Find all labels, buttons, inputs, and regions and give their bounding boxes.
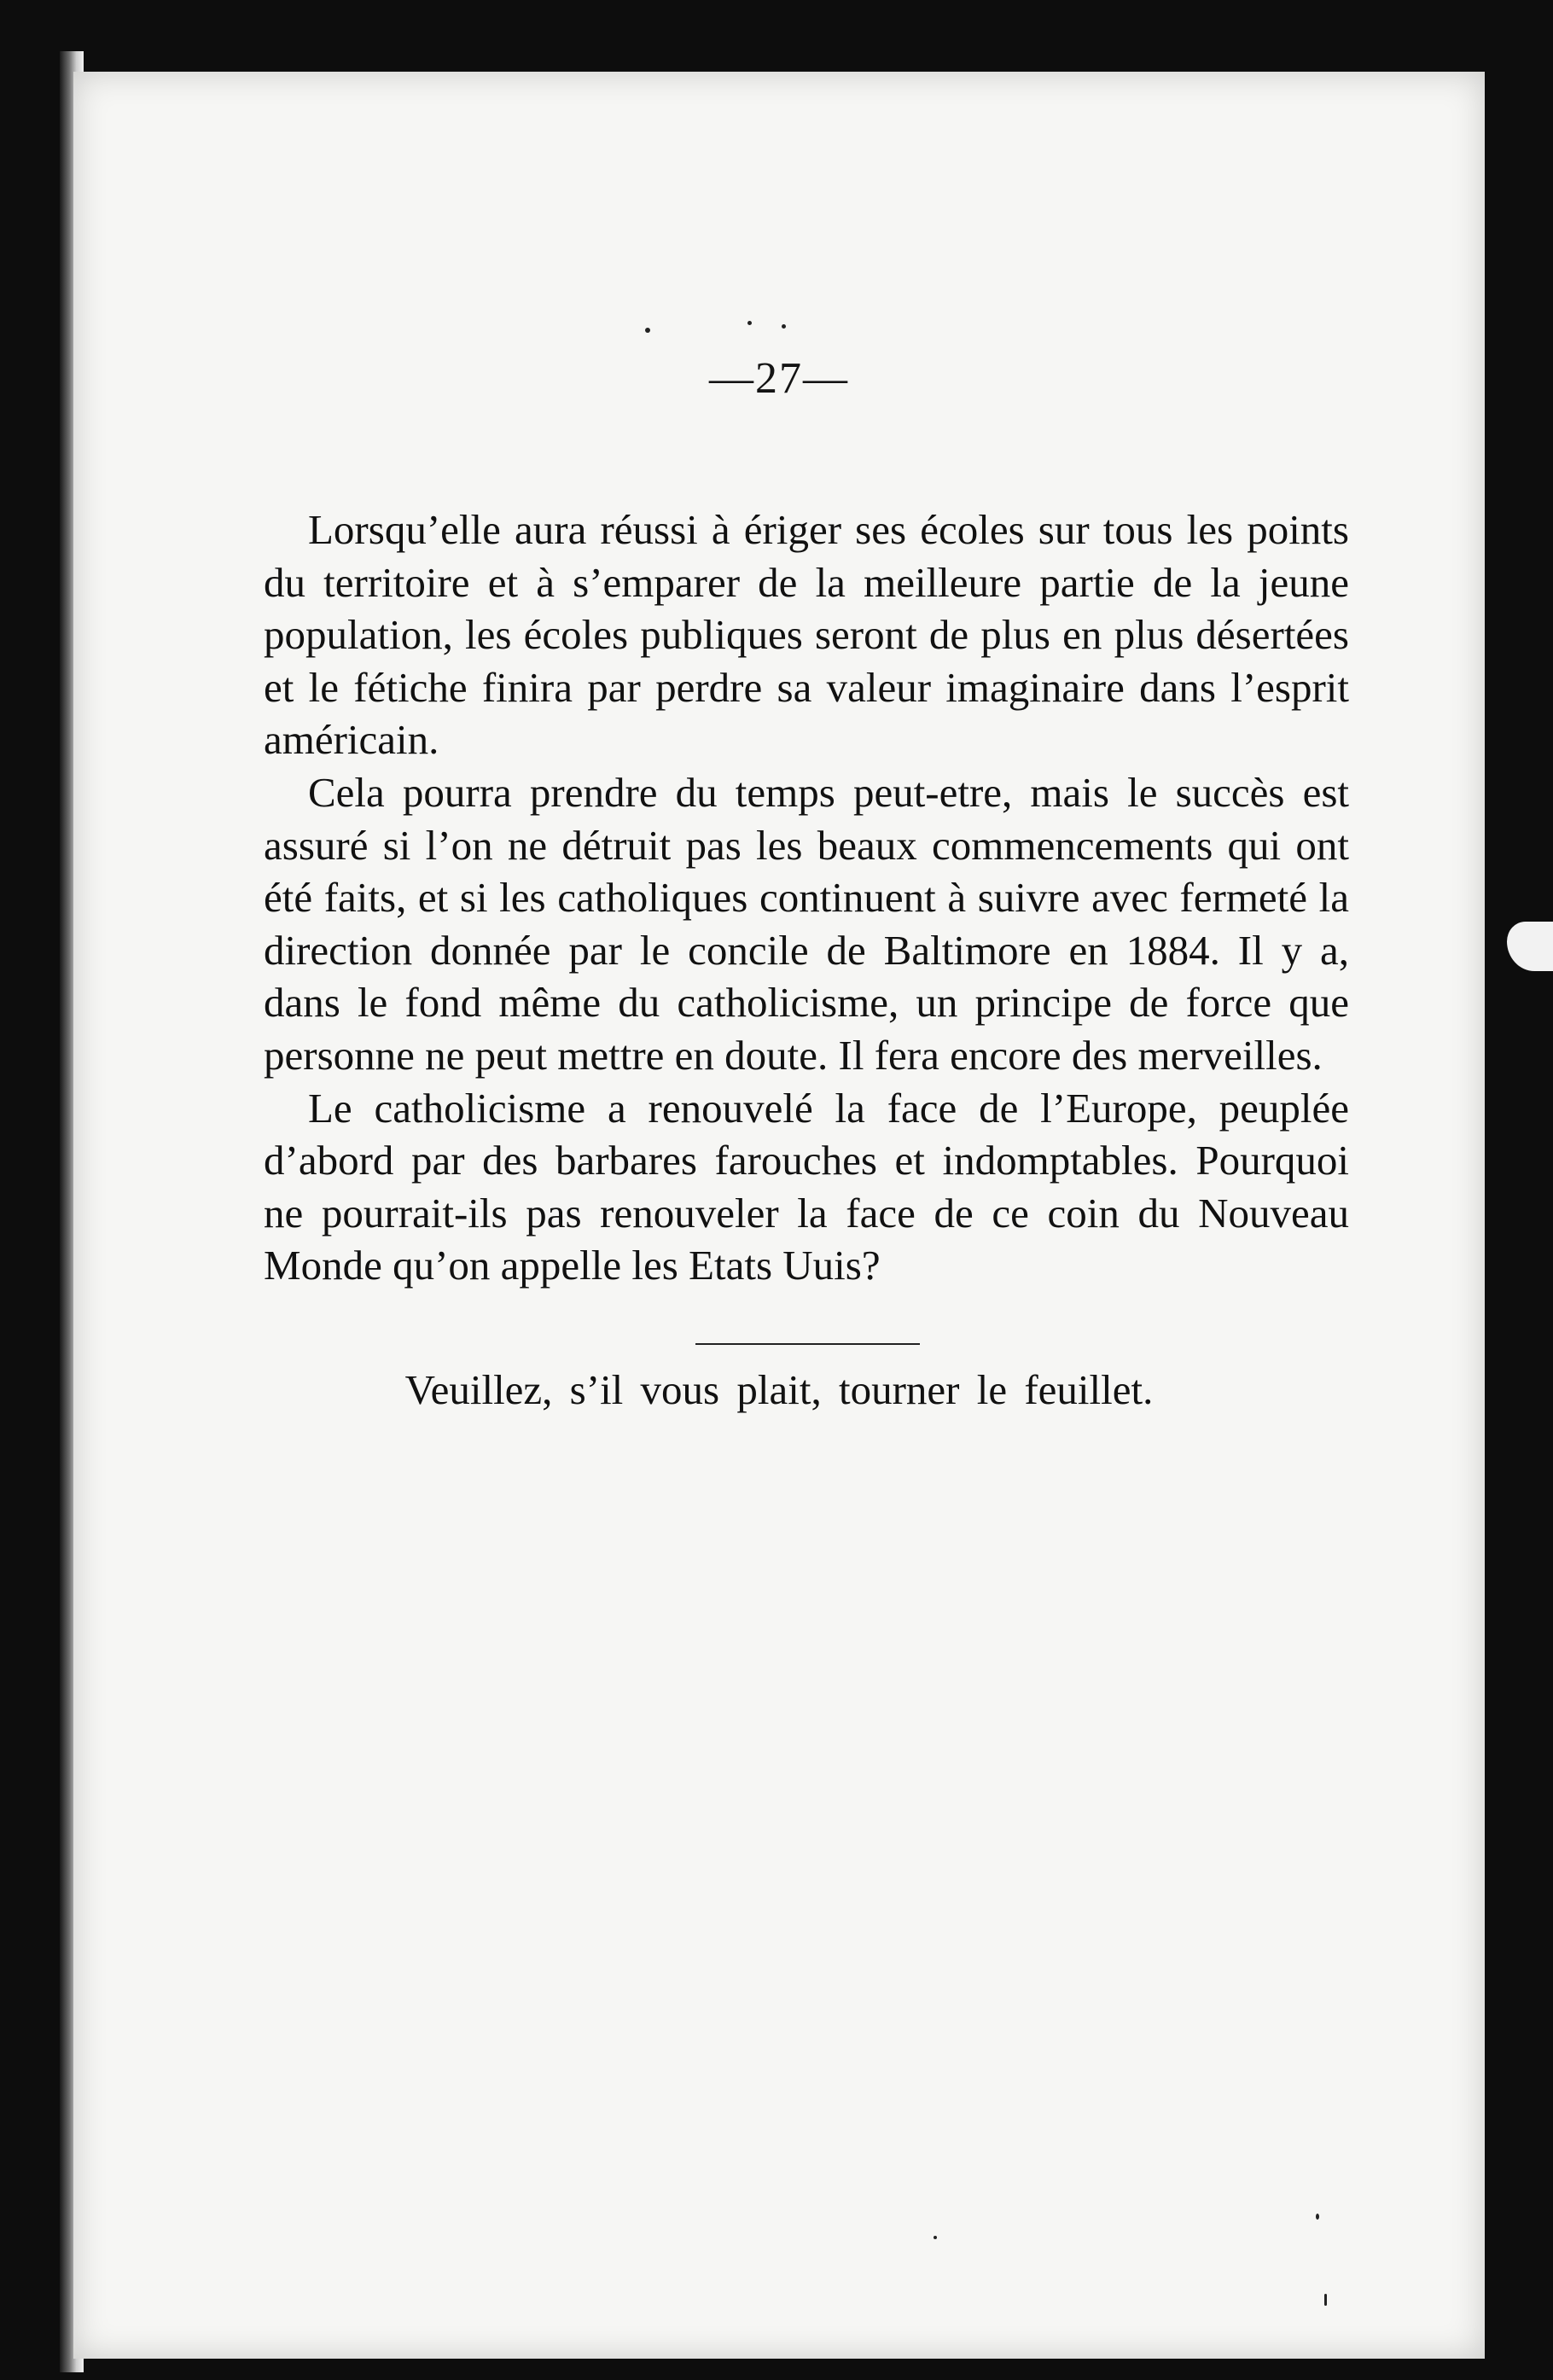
paragraph-3: Le catholicisme a renouvelé la face de l’Europe, peuplée d’abord par des barbares farouches et indomptables. Pourquoi ne pourrait-ils pas renouveler la face de ce coin du Nouveau Monde qu’on appelle les Etats Uuis? (264, 1084, 1349, 1289)
dust-speck (1316, 2214, 1319, 2220)
paragraph-2: Cela pourra prendre du temps peut-etre, mais le succès est assuré si l’on ne détruit pas les beaux commencements qui ont été faits, et si les catholiques continuent à suivre avec fermeté la direction donnée par le concile de Baltimore en 1884. Il y a, dans le fond même du catholicisme, un principe de force que personne ne peut mettre en doute. Il fera encore des merveilles. (264, 768, 1349, 1079)
edge-tear (1507, 922, 1553, 971)
dust-speck (747, 321, 752, 325)
dust-speck (782, 324, 786, 329)
separator-rule (695, 1343, 920, 1345)
body-text (264, 503, 1349, 1292)
footer-note: Veuillez, s’il vous plait, tourner le feuillet. (404, 1366, 1154, 1413)
page-number: —27— (709, 354, 849, 403)
document-page (73, 72, 1485, 2359)
paragraph-1: Lorsqu’elle aura réussi à ériger ses écoles sur tous les points du territoire et à s’emparer de la meilleure partie de la jeune population, les écoles publiques seront de plus en plus désertées et le fétiche finira par perdre sa valeur imaginaire dans l’esprit américain. (264, 506, 1349, 764)
dust-speck (645, 328, 650, 333)
dust-speck (1324, 2294, 1327, 2306)
dust-speck (934, 2236, 937, 2239)
